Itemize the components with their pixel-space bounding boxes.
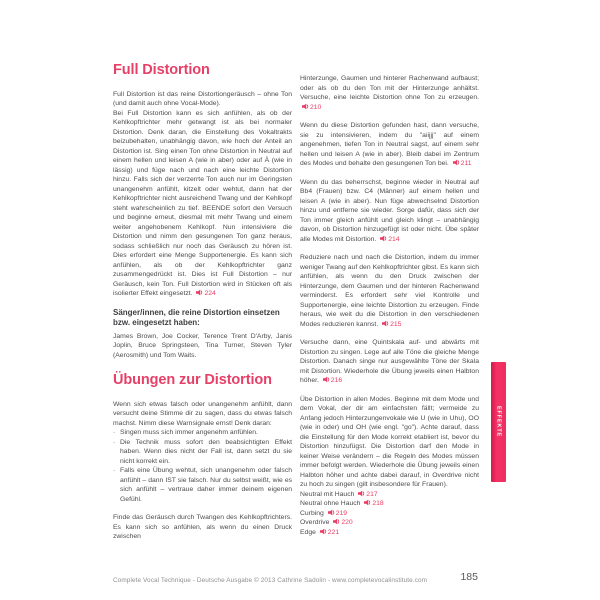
exercise-audio-line: [300, 528, 479, 538]
speaker-icon: [358, 490, 365, 497]
audio-track-number: 220: [341, 519, 353, 527]
exercise-label: Edge: [300, 528, 318, 536]
audio-reference: [321, 377, 342, 384]
exercise-label: Neutral ohne Hauch: [300, 500, 363, 508]
footer-credit: Complete Vocal Technique - Deutsche Ausgabe © 2013 Cathrine Sadolin - www.completevocalinstitute.com: [113, 577, 428, 584]
audio-track-number: 215: [390, 320, 402, 328]
warning-list: [113, 428, 292, 504]
audio-track-number: 219: [335, 509, 348, 517]
paragraph: [300, 121, 479, 169]
paragraph-text: Reduziere nach und nach die Distortion, indem du immer weniger Twang auf den Kehlkopftrichter gibst. Es kann sich anfühlen, als wenn du den Druck zwischen der Hinterzunge, dem Gaumen und der hinteren Rachenwand verminderst. Es erfordert sehr viel Kontrolle und Supportenergie, eine leichte Distortion zu erzeugen. Finde heraus, wie weit du die Distortion in den verschiedenen Modes reduzieren kannst.: [300, 254, 479, 328]
paragraph-text: Bei Full Distortion kann es sich anfühlen, als ob der Kehlkopftrichter mehr getwangt ist als bei normaler Distortion. Denk daran, die Einstellung des Vokaltrakts beizubehalten, unabhängig davon, wie hoch der Anteil an Distortion ist. Sing einen Ton ohne Distortion in Neutral auf einem hellen und leisen A (wie in aber) oder auf Ä (wie in lässig) und füge nach und nach eine leichte Distortion hinzu. Falls sich der verzerrte Ton auch nur im Geringsten unangenehm anfühlt, kitzelt oder wehtut, dann hat der Kehlkopftrichter nicht ausreichend Twang und der Kehlkopf steht wahrscheinlich zu tief. BEENDE sofort den Versuch und beginne erneut, diesmal mit mehr Twang und einem weiter angehobenem Kehlkopf. Nun intensiviere die Distortion und nimm den gesungenen Ton ganz heraus, sodass schließlich nur noch das Geräusch zu hören ist. Dies erfordert eine Menge Supportenergie. Es kann sich anfühlen, als ob der Kehlkopftrichter ganz zusammengedrückt ist. Dies ist Full Distortion – nur Geräusch, kein Ton. Full Distortion wird in Stücken oft als isolierter Effekt eingesetzt.: [113, 109, 292, 297]
audio-reference: [300, 104, 321, 111]
audio-reference: [380, 321, 401, 328]
exercise-audio-line: [300, 499, 479, 509]
audio-track-number: 216: [330, 377, 343, 384]
paragraph-text: Full Distortion ist das reine Distortiongeräusch – ohne Ton (und damit auch ohne Vocal-Mode).: [113, 90, 292, 107]
paragraph-text: Hinterzunge, Gaumen und hinterer Rachenwand aufbaust; oder als ob du den Ton mit der Hinterzunge anhältst. Versuche, eine leichte Distortion ohne Ton zu erzeugen.: [300, 75, 479, 101]
exercise-label: Overdrive: [300, 519, 332, 527]
exercise-label: Neutral mit Hauch: [300, 490, 357, 498]
list-item-text: Falls eine Übung wehtut, sich unangenehm oder falsch anfühlt – dann IST sie falsch. Nur du selbst weißt, wie es sich anfühlt – vertraue daher immer deinem eigenen Gefühl.: [120, 467, 292, 503]
audio-reference: [331, 519, 352, 526]
section-heading: Full Distortion: [113, 62, 210, 78]
audio-track-number: 218: [372, 500, 384, 508]
audio-reference: [356, 491, 377, 498]
left-column: [113, 63, 292, 551]
speaker-icon: [380, 235, 387, 242]
audio-track-number: 224: [204, 290, 216, 297]
audio-track-number: 221: [327, 528, 340, 536]
page-number: 185: [460, 571, 478, 583]
paragraph: [113, 400, 292, 429]
list-item: [113, 428, 292, 438]
audio-reference: [318, 529, 339, 536]
bullet-marker: ·: [113, 438, 116, 446]
paragraph-text: James Brown, Joe Cocker, Terence Trent D'Arby, Janis Joplin, Bruce Springsteen, Tina Turner, Steven Tyler (Aerosmith) und Tom Waits.: [113, 332, 292, 359]
speaker-icon: [333, 518, 340, 525]
paragraph: [300, 338, 479, 386]
audio-track-number: 217: [366, 490, 378, 498]
bullet-marker: ·: [113, 429, 116, 436]
list-item-text: Die Technik muss sofort den beabsichtigten Effekt haben. Wenn dies nicht der Fall ist, dann setzt du sie nicht korrekt ein.: [120, 438, 292, 465]
audio-reference: [194, 290, 215, 297]
chapter-tab-label: EFFEKTE: [495, 406, 502, 438]
exercise-audio-line: [300, 490, 479, 500]
bullet-marker: ·: [113, 467, 116, 474]
speaker-icon: [364, 499, 371, 506]
list-item-text: Singen muss sich immer angenehm anfühlen.: [120, 429, 258, 436]
right-column: [300, 74, 479, 537]
paragraph-text: Wenn du diese Distortion gefunden hast, dann versuche, sie zu intensivieren, indem du "aiijjj" auf einem angenehmen, tiefen Ton in Neutral sagst, auf einem sehr hellen und leisen A (wie in aber). Bleib dabei im Zentrum des Modes und behalte den gesungenen Ton bei.: [300, 122, 479, 167]
audio-track-number: 210: [310, 103, 322, 111]
list-item: [113, 438, 292, 467]
speaker-icon: [328, 509, 335, 516]
section-heading: Übungen zur Distortion: [113, 372, 272, 388]
audio-reference: [378, 236, 399, 243]
exercise-audio-line: [300, 509, 479, 519]
paragraph: [113, 90, 292, 109]
audio-reference: [362, 500, 383, 507]
paragraph: [300, 395, 479, 490]
chapter-tab-effekte: [491, 362, 506, 482]
speaker-icon: [320, 528, 327, 535]
paragraph-text: Versuche dann, eine Quintskala auf- und abwärts mit Distortion zu singen. Lege auf alle Töne die gleiche Menge Distortion. Danach singe nur ausgewählte Töne der Skala mit Distortion. Wiederhole die Übung jeweils einen Halbton höher.: [300, 339, 479, 384]
paragraph-text: Finde das Geräusch durch Twangen des Kehlkopftrichters. Es kann sich so anfühlen, als wenn du einen Druck zwischen: [113, 514, 292, 540]
audio-track-number: 214: [388, 235, 400, 243]
speaker-icon: [382, 320, 389, 327]
paragraph: [113, 332, 292, 361]
paragraph: [113, 109, 292, 299]
exercise-label: Curbing: [300, 509, 326, 517]
paragraph: [113, 513, 292, 542]
paragraph-text: Übe Distortion in allen Modes. Beginne mit dem Mode und dem Vokal, der dir am einfachsten fällt; vermeide zu Anfang jedoch Hinterzungenvokale wie U (wie in Uhu), OO (wie in oder) und OH (wie engl. "go"). Achte darauf, dass die Einstellung für den Mode korrekt etabliert ist, bevor du Distortion hinzufügst. Die Distortion darf den Mode in keiner Weise verändern – die Regeln des Modes müssen immer befolgt werden. Wiederhole die Übung jeweils einen Halbton höher und achte dabei darauf, in Overdrive nicht zu hoch zu singen (gilt insbesondere für Frauen).: [300, 395, 479, 488]
paragraph: [300, 253, 479, 329]
speaker-icon: [323, 376, 330, 383]
speaker-icon: [302, 103, 309, 110]
paragraph: [300, 74, 479, 112]
speaker-icon: [453, 159, 460, 166]
paragraph-text: Wenn du das beherrschst, beginne wieder in Neutral auf Bb4 (Frauen) bzw. C4 (Männer) auf einem hellen und leisen A (wie in aber). Nun füge abwechselnd Distortion hinzu und entferne sie wieder. Sorge dafür, dass sich der Ton immer gleich anfühlt und gleich klingt – unabhängig davon, ob Distortion hinzugefügt ist oder nicht. Übe später alle Modes mit Distortion.: [300, 178, 479, 243]
exercise-audio-line: [300, 518, 479, 528]
paragraph-text: Wenn sich etwas falsch oder unangenehm anfühlt, dann versucht deine Stimme dir zu sagen, dass du etwas falsch machst. Nimm diese Warnsignale ernst! Denk daran:: [113, 400, 292, 427]
speaker-icon: [196, 289, 203, 296]
paragraph: [300, 178, 479, 245]
sub-heading: Sänger/innen, die reine Distortion einsetzen bzw. eingesetzt haben:: [113, 307, 280, 327]
audio-track-number: 211: [460, 160, 472, 167]
list-item: [113, 466, 292, 504]
audio-reference: [451, 160, 472, 167]
audio-reference: [326, 510, 347, 517]
